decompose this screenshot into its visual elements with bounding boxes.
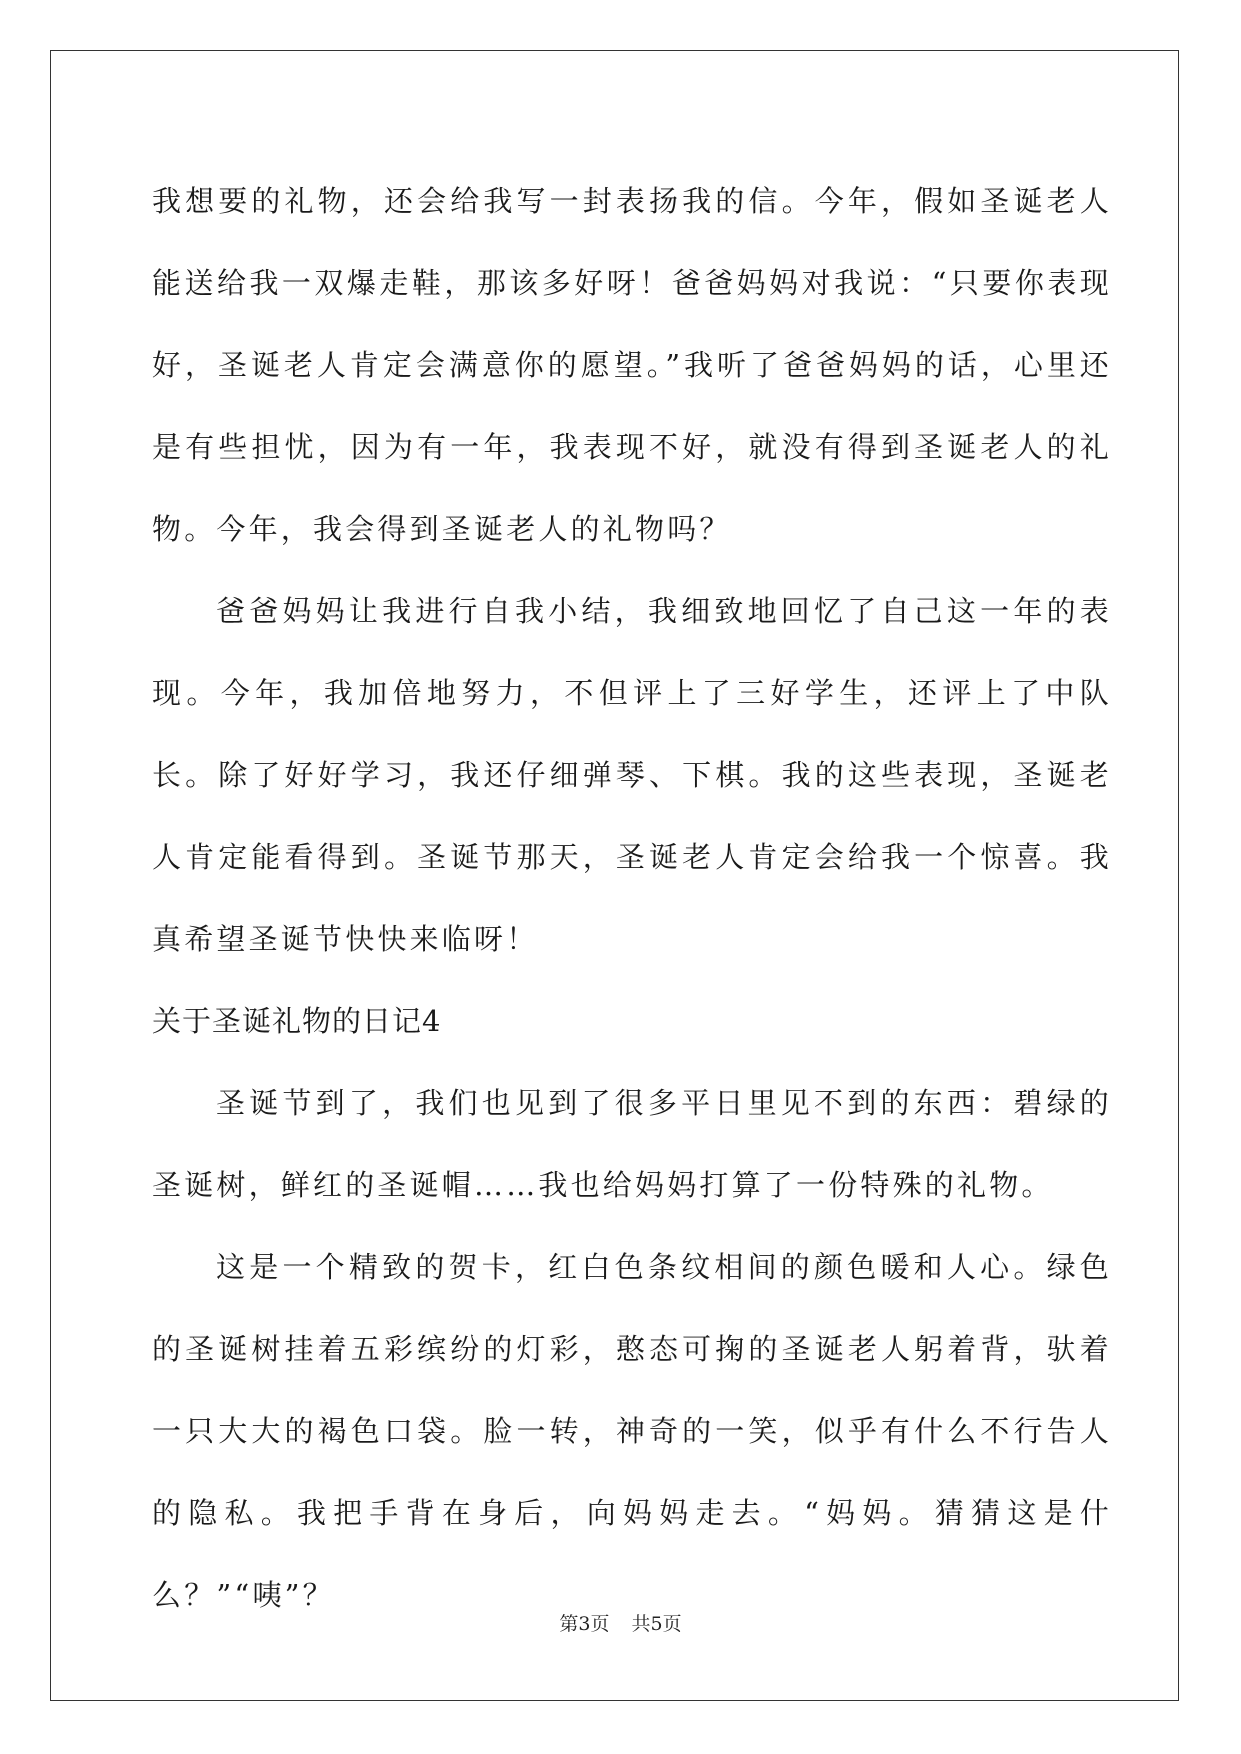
total-pages-label: 共5页 (631, 1613, 682, 1635)
paragraph-3: 圣诞节到了，我们也见到了很多平日里见不到的东西：碧绿的圣诞树，鲜红的圣诞帽……我也给妈妈打算了一份特殊的礼物。 (152, 1086, 1112, 1202)
current-page-label: 第3页 (559, 1613, 610, 1635)
page-footer (0, 1611, 1241, 1637)
paragraph-1: 我想要的礼物，还会给我写一封表扬我的信。今年，假如圣诞老人能送给我一双爆走鞋，那该多好呀！爸爸妈妈对我说：“只要你表现好，圣诞老人肯定会满意你的愿望。”我听了爸爸妈妈的话，心里还是有些担忧，因为有一年，我表现不好，就没有得到圣诞老人的礼物。今年，我会得到圣诞老人的礼物吗？ (152, 184, 1112, 546)
document-body (152, 160, 1112, 1636)
section-heading: 关于圣诞礼物的日记4 (152, 1004, 442, 1038)
paragraph-4: 这是一个精致的贺卡，红白色条纹相间的颜色暖和人心。绿色的圣诞树挂着五彩缤纷的灯彩，憨态可掬的圣诞老人躬着背，驮着一只大大的褐色口袋。脸一转，神奇的一笑，似乎有什么不行告人的隐私。我把手背在身后，向妈妈走去。“妈妈。猜猜这是什么？”“咦”？ (152, 1250, 1112, 1612)
paragraph-2: 爸爸妈妈让我进行自我小结，我细致地回忆了自己这一年的表现。今年，我加倍地努力，不但评上了三好学生，还评上了中队长。除了好好学习，我还仔细弹琴、下棋。我的这些表现，圣诞老人肯定能看得到。圣诞节那天，圣诞老人肯定会给我一个惊喜。我真希望圣诞节快快来临呀！ (152, 594, 1112, 956)
